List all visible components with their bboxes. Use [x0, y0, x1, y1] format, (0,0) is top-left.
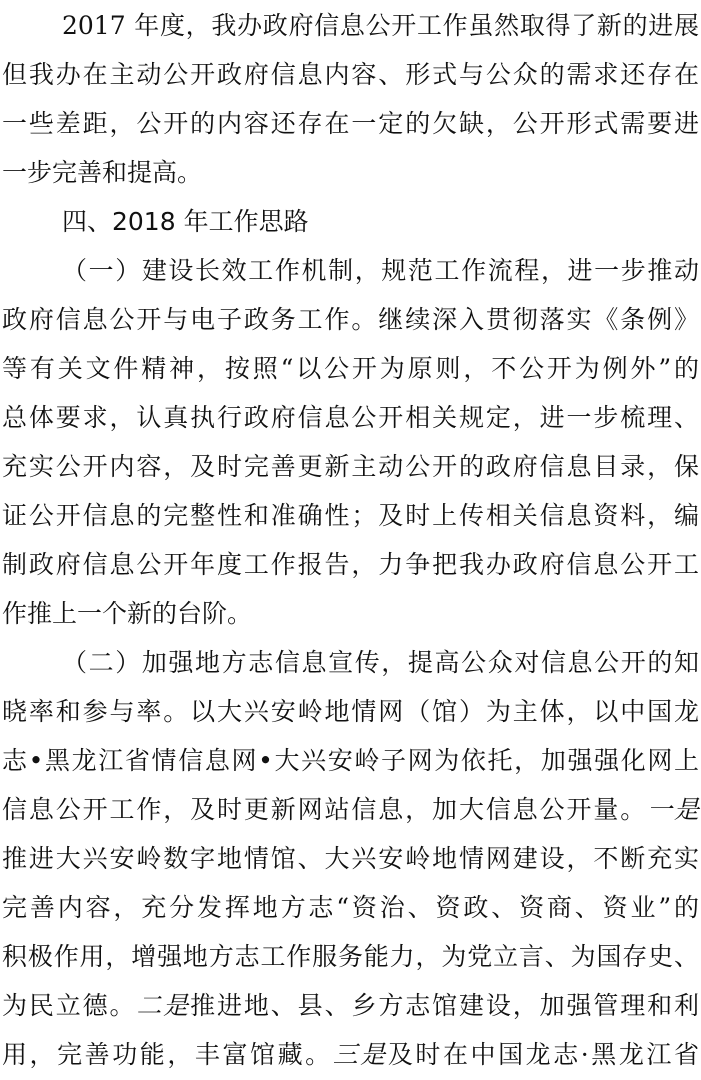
text-line: 总体要求，认真执行政府信息公开相关规定，进一步梳理、	[2, 403, 699, 432]
text-line: 证公开信息的完整性和准确性；及时上传相关信息资料，编	[2, 501, 699, 530]
text-line: 推进大兴安岭数字地情馆、大兴安岭地情网建设，不断充实	[2, 844, 699, 873]
text-line: 制政府信息公开年度工作报告，力争把我办政府信息公开工	[2, 550, 699, 579]
text-line: 一些差距，公开的内容还存在一定的欠缺，公开形式需要进	[2, 109, 699, 138]
emphasis-text: 二是	[136, 991, 191, 1020]
text-line: 政府信息公开与电子政务工作。继续深入贯彻落实《条例》	[2, 305, 699, 334]
emphasis-text: 三是	[332, 1040, 388, 1069]
text-line: 完善内容，充分发挥地方志“资治、资政、资商、资业”的	[2, 893, 699, 922]
text-line: 用，完善功能，丰富馆藏。三是及时在中国龙志·黑龙江省	[2, 1040, 699, 1069]
text-line: 等有关文件精神，按照“以公开为原则，不公开为例外”的	[2, 354, 699, 383]
text-line: （二）加强地方志信息宣传，提高公众对信息公开的知	[62, 648, 699, 677]
text-line: 晓率和参与率。以大兴安岭地情网（馆）为主体，以中国龙	[2, 697, 699, 726]
text-line: 为民立德。二是推进地、县、乡方志馆建设，加强管理和利	[2, 991, 699, 1020]
section-heading: 四、2018 年工作思路	[62, 207, 309, 236]
text-line: 充实公开内容，及时完善更新主动公开的政府信息目录，保	[2, 452, 699, 481]
text-line: 作推上一个新的台阶。	[2, 599, 253, 628]
text-line: 但我办在主动公开政府信息内容、形式与公众的需求还存在	[2, 60, 699, 89]
emphasis-text: 一是	[647, 795, 699, 824]
text-line: 2017 年度，我办政府信息公开工作虽然取得了新的进展	[62, 11, 699, 40]
text-line: 志•黑龙江省情信息网•大兴安岭子网为依托，加强强化网上	[2, 746, 699, 775]
text-line: 积极作用，增强地方志工作服务能力，为党立言、为国存史、	[2, 942, 699, 971]
text-line: 一步完善和提高。	[2, 158, 203, 187]
text-line: （一）建设长效工作机制，规范工作流程，进一步推动	[62, 256, 699, 285]
text-line: 信息公开工作，及时更新网站信息，加大信息公开量。一是	[2, 795, 699, 824]
